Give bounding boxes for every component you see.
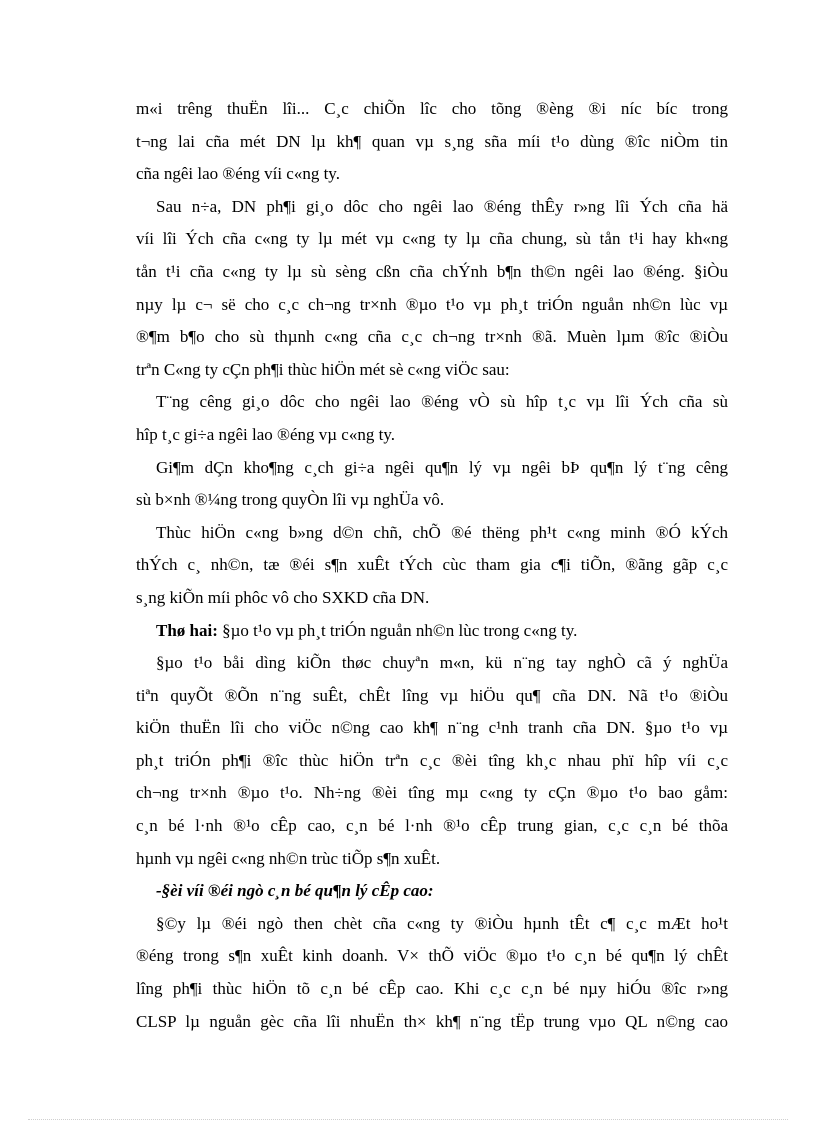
line-text: kiÖn thuËn lîi cho viÖc n©ng cao kh¶ n¨ng c¹nh tranh cña DN. §µo t¹o vµ bbox=[136, 718, 728, 738]
line-text: thÝch c¸ nh©n, tæ ®éi s¶n xuÊt tÝch cùc tham gia c¶i tiÕn, ®ãng gãp c¸c bbox=[136, 555, 728, 575]
body-text bbox=[136, 93, 728, 1038]
text-line bbox=[136, 712, 728, 745]
line-text: Thùc hiÖn c«ng b»ng d©n chñ, chÕ ®é thëng ph¹t c«ng minh ®Ó kÝch bbox=[156, 522, 728, 542]
text-line bbox=[136, 517, 728, 550]
line-text: m«i trêng thuËn lîi... C¸c chiÕn lîc cho tõng ®èng ®i níc bíc trong bbox=[136, 99, 728, 118]
section-heading: -§èi víi ®éi ngò c¸n bé qu¶n lý cÊp cao: bbox=[156, 881, 434, 901]
line-text: §µo t¹o båi dìng kiÕn thøc chuyªn m«n, kü n¨ng tay nghÒ cã ý nghÜa bbox=[156, 653, 728, 673]
text-line bbox=[136, 582, 728, 615]
line-text: t¬ng lai cña mét DN lµ kh¶ quan vµ s¸ng sña míi t¹o dùng ®îc niÒm tin bbox=[136, 131, 728, 151]
text-line bbox=[136, 973, 728, 1006]
text-line bbox=[136, 908, 728, 941]
line-text: §µo t¹o vµ ph¸t triÓn nguån nh©n lùc trong c«ng ty. bbox=[222, 620, 578, 640]
text-line bbox=[136, 223, 728, 256]
line-text: Sau n÷a, DN ph¶i gi¸o dôc cho ngêi lao ®éng thÊy r»ng lîi Ých cña hä bbox=[156, 196, 728, 216]
text-line bbox=[136, 386, 728, 419]
text-line bbox=[136, 1006, 728, 1039]
text-line bbox=[136, 843, 728, 876]
text-line bbox=[136, 484, 728, 517]
line-text: hµnh vµ ngêi c«ng nh©n trùc tiÕp s¶n xuÊt. bbox=[136, 848, 441, 868]
text-line bbox=[136, 745, 728, 778]
text-line bbox=[136, 940, 728, 973]
line-text: ch¬ng tr×nh ®µo t¹o. Nh÷ng ®èi tîng mµ c«ng ty cÇn ®µo t¹o bao gåm: bbox=[136, 783, 728, 803]
section-lead: Thø hai: bbox=[156, 620, 218, 640]
line-text: ®éng trong s¶n xuÊt kinh doanh. V× thÕ viÖc ®µo t¹o c¸n bé qu¶n lý chÊt bbox=[136, 946, 728, 966]
line-text: T¨ng cêng gi¸o dôc cho ngêi lao ®éng vÒ sù hîp t¸c vµ lîi Ých cña sù bbox=[156, 392, 728, 412]
text-line bbox=[136, 810, 728, 843]
line-text: lîng ph¶i thùc hiÖn tõ c¸n bé cÊp cao. Khi c¸c c¸n bé nµy hiÓu ®îc r»ng bbox=[136, 979, 728, 999]
line-text: Gi¶m dÇn kho¶ng c¸ch gi÷a ngêi qu¶n lý vµ ngêi bÞ qu¶n lý t¨ng cêng bbox=[156, 457, 728, 477]
text-line bbox=[136, 777, 728, 810]
line-text: sù b×nh ®¼ng trong quyÒn lîi vµ nghÜa vô. bbox=[136, 490, 445, 510]
text-line bbox=[136, 680, 728, 713]
line-text: tiªn quyÕt ®Õn n¨ng suÊt, chÊt lîng vµ hiÖu qu¶ cña DN. Nã t¹o ®iÒu bbox=[136, 685, 728, 705]
line-text: ph¸t triÓn ph¶i ®îc thùc hiÖn trªn c¸c ®èi tîng kh¸c nhau phï hîp víi c¸c bbox=[136, 750, 728, 770]
text-line bbox=[136, 158, 728, 191]
text-line bbox=[136, 615, 728, 648]
line-text: trªn C«ng ty cÇn ph¶i thùc hiÖn mét sè c«ng viÖc sau: bbox=[136, 359, 510, 379]
page-bottom-rule bbox=[28, 1119, 788, 1120]
text-line bbox=[136, 126, 728, 159]
text-line bbox=[136, 549, 728, 582]
text-line bbox=[136, 256, 728, 289]
line-text: tån t¹i cña c«ng ty lµ sù sèng cßn cña chÝnh b¶n th©n ngêi lao ®éng. §iÒu bbox=[136, 261, 728, 281]
line-text: §©y lµ ®éi ngò then chèt cña c«ng ty ®iÒu hµnh tÊt c¶ c¸c mÆt ho¹t bbox=[156, 913, 728, 933]
line-text: cña ngêi lao ®éng víi c«ng ty. bbox=[136, 164, 340, 184]
text-line bbox=[136, 419, 728, 452]
text-line bbox=[136, 321, 728, 354]
text-line bbox=[136, 93, 728, 126]
line-text: ®¶m b¶o cho sù thµnh c«ng cña c¸c ch¬ng tr×nh ®ã. Muèn lµm ®îc ®iÒu bbox=[136, 327, 728, 347]
text-line bbox=[136, 191, 728, 224]
line-text: víi lîi Ých cña c«ng ty lµ mét vµ c«ng ty lµ cña chung, sù tån t¹i hay kh«ng bbox=[136, 229, 728, 249]
line-text: c¸n bé l·nh ®¹o cÊp cao, c¸n bé l·nh ®¹o cÊp trung gian, c¸c c¸n bé thõa bbox=[136, 816, 728, 836]
line-text: nµy lµ c¬ së cho c¸c ch¬ng tr×nh ®µo t¹o vµ ph¸t triÓn nguån nh©n lùc vµ bbox=[136, 294, 728, 314]
text-line bbox=[136, 647, 728, 680]
text-line bbox=[136, 452, 728, 485]
line-text: hîp t¸c gi÷a ngêi lao ®éng vµ c«ng ty. bbox=[136, 424, 395, 444]
text-line bbox=[136, 875, 728, 908]
line-text: CLSP lµ nguån gèc cña lîi nhuËn th× kh¶ n¨ng tËp trung vµo QL n©ng cao bbox=[136, 1011, 728, 1031]
line-text: s¸ng kiÕn míi phôc vô cho SXKD cña DN. bbox=[136, 587, 430, 607]
text-line bbox=[136, 354, 728, 387]
text-line bbox=[136, 289, 728, 322]
